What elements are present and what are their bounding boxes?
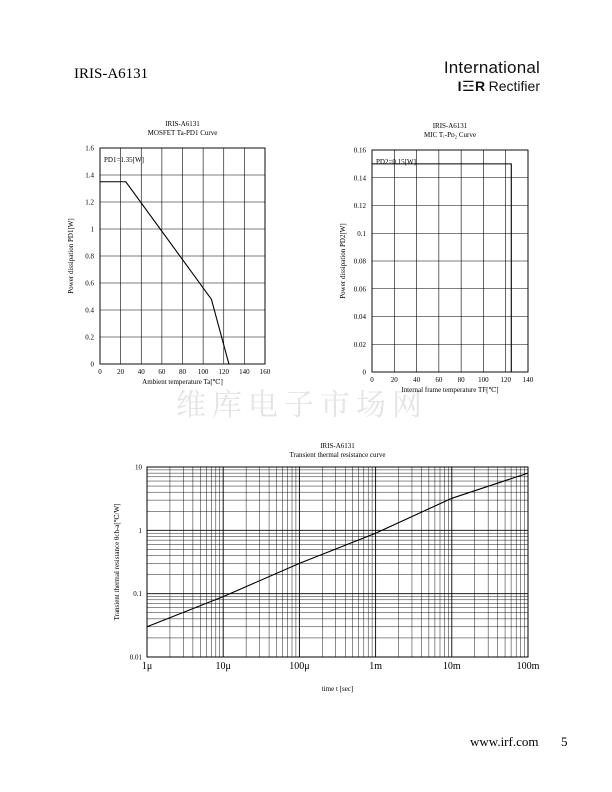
chart-subtitle: MIC Tᵣ-Pᴅ₂ Curve: [424, 131, 476, 139]
y-axis-label: Power dissipation PD2[W]: [339, 223, 347, 299]
chart-subtitle: MOSFET Ta-PD1 Curve: [147, 129, 218, 137]
chart-title: IRIS-A6131: [165, 120, 200, 128]
x-tick-label: 80: [179, 368, 186, 376]
x-tick-label: 140: [239, 368, 250, 376]
x-tick-label: 100m: [516, 661, 540, 672]
part-number: IRIS-A6131: [74, 66, 149, 82]
chart-transient-thermal: [80, 435, 550, 700]
chart-title: IRIS-A6131: [320, 442, 355, 450]
x-tick-label: 0: [98, 368, 102, 376]
x-tick-label: 20: [117, 368, 125, 376]
x-tick-label: 60: [435, 376, 443, 384]
y-tick-label: 0.8: [85, 252, 94, 261]
y-axis-label: Transient thermal resistance θch-a[℃/W]: [113, 503, 121, 621]
y-tick-label: 0.01: [129, 653, 142, 662]
y-tick-label: 1.2: [85, 198, 94, 207]
watermark: 维库电子市场网: [176, 388, 428, 423]
y-tick-label: 0.06: [353, 285, 366, 294]
y-tick-label: 0.12: [353, 202, 366, 210]
y-tick-label: 0.1: [133, 590, 142, 599]
x-tick-label: 120: [500, 376, 511, 384]
company-logo-line1: International: [443, 58, 540, 77]
series-line: [100, 182, 229, 364]
x-tick-label: 40: [413, 376, 421, 384]
chart-mosfet-ta-pd1: [60, 110, 275, 400]
plot-frame: [147, 467, 528, 657]
x-tick-label: 160: [259, 368, 271, 376]
curve-annotation: PD2=0.15[W]: [376, 158, 416, 166]
x-tick-label: 1μ: [141, 661, 153, 672]
x-tick-label: 10μ: [215, 661, 231, 672]
y-tick-label: 0.4: [85, 306, 94, 315]
y-tick-label: 0.14: [353, 174, 366, 183]
x-tick-label: 100: [478, 376, 489, 384]
series-line: [372, 164, 511, 372]
y-tick-label: 1: [138, 526, 142, 535]
y-tick-label: 0: [362, 368, 366, 377]
y-tick-label: 1.4: [85, 171, 94, 180]
series-line: [147, 473, 528, 627]
y-tick-label: 0.2: [85, 333, 94, 342]
y-tick-label: 0.08: [353, 257, 366, 266]
y-tick-label: 1.6: [85, 144, 94, 153]
x-tick-label: 40: [137, 368, 145, 376]
y-tick-label: 0.6: [85, 279, 94, 288]
x-tick-label: 80: [457, 376, 465, 384]
x-tick-label: 0: [370, 376, 374, 384]
curve-annotation: PD1=1.35[W]: [104, 156, 144, 164]
x-tick-label: 120: [218, 368, 229, 376]
company-logo-line2: [458, 78, 540, 95]
x-axis-label: time t [sec]: [321, 685, 354, 693]
y-tick-label: 10: [135, 463, 142, 472]
footer-url[interactable]: www.irf.com: [470, 734, 539, 749]
x-tick-label: 100μ: [289, 661, 310, 672]
x-axis-label: Internal frame temperature TF[℃]: [401, 386, 499, 394]
chart-mic-tf-pd2: [330, 110, 545, 400]
x-axis-label: Ambient temperature Ta[℃]: [142, 378, 223, 386]
y-tick-label: 1: [90, 225, 94, 234]
x-tick-label: 20: [390, 376, 398, 384]
x-tick-label: 60: [158, 368, 166, 376]
company-logo-rectifier: Rectifier: [488, 78, 540, 94]
page-number: 5: [561, 734, 568, 749]
x-tick-label: 1m: [369, 661, 382, 672]
y-tick-label: 0.02: [353, 340, 366, 349]
chart-title: IRIS-A6131: [432, 122, 468, 130]
y-tick-label: 0.1: [357, 229, 366, 238]
ior-logo-mark: I☲R: [457, 78, 486, 94]
y-tick-label: 0: [90, 360, 94, 369]
y-tick-label: 0.04: [353, 313, 366, 321]
chart-subtitle: Transient thermal resistance curve: [289, 451, 386, 459]
x-tick-label: 10m: [442, 661, 461, 672]
y-tick-label: 0.16: [353, 146, 366, 155]
y-axis-label: Power dissipation PD1[W]: [67, 218, 75, 294]
x-tick-label: 100: [197, 368, 209, 376]
x-tick-label: 140: [522, 376, 534, 384]
